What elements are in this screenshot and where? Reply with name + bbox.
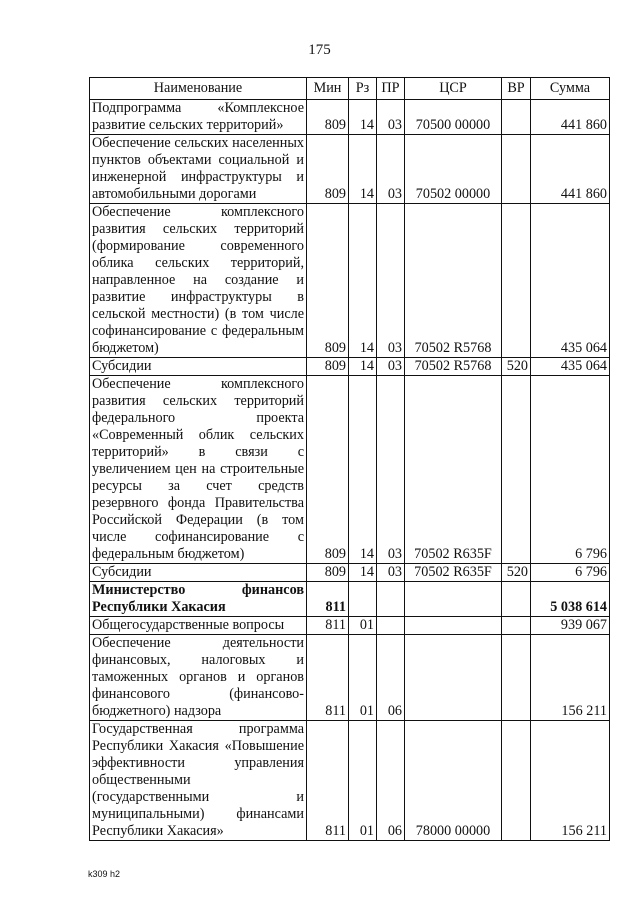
cell-pr: 03 — [377, 358, 405, 376]
cell-min: 809 — [307, 100, 349, 135]
cell-sum: 6 796 — [531, 376, 610, 564]
cell-pr: 03 — [377, 564, 405, 582]
cell-pr: 03 — [377, 204, 405, 358]
cell-sum: 5 038 614 — [531, 582, 610, 617]
cell-sum: 156 211 — [531, 635, 610, 721]
cell-rz: 14 — [349, 564, 377, 582]
header-pr: ПР — [377, 78, 405, 100]
table-row — [90, 100, 610, 135]
cell-name: Государственная программа Республики Хакасия «Повышение эффективности управления общественными (государственными и муниципальными) финансами Республики Хакасия» — [90, 721, 307, 841]
cell-min: 811 — [307, 582, 349, 617]
table-row — [90, 721, 610, 841]
cell-vr — [502, 635, 531, 721]
cell-vr — [502, 135, 531, 204]
header-sum: Сумма — [531, 78, 610, 100]
cell-name: Обеспечение деятельности финансовых, налоговых и таможенных органов и органов финансового (финансово-бюджетного) надзора — [90, 635, 307, 721]
cell-pr — [377, 617, 405, 635]
cell-rz: 14 — [349, 135, 377, 204]
table-body — [90, 100, 610, 841]
cell-pr: 03 — [377, 100, 405, 135]
cell-sum: 6 796 — [531, 564, 610, 582]
cell-name: Подпрограмма «Комплексное развитие сельских территорий» — [90, 100, 307, 135]
cell-csr: 70502 R635F — [405, 564, 502, 582]
cell-rz: 14 — [349, 376, 377, 564]
cell-rz: 14 — [349, 358, 377, 376]
cell-min: 809 — [307, 358, 349, 376]
cell-csr — [405, 617, 502, 635]
cell-csr: 78000 00000 — [405, 721, 502, 841]
cell-vr — [502, 204, 531, 358]
cell-vr — [502, 721, 531, 841]
cell-rz: 01 — [349, 721, 377, 841]
cell-vr — [502, 100, 531, 135]
table-row — [90, 376, 610, 564]
cell-csr: 70502 R635F — [405, 376, 502, 564]
cell-name: Субсидии — [90, 358, 307, 376]
cell-min: 809 — [307, 564, 349, 582]
cell-name: Министерство финансов Республики Хакасия — [90, 582, 307, 617]
table-row — [90, 617, 610, 635]
table-row — [90, 135, 610, 204]
cell-sum: 441 860 — [531, 135, 610, 204]
cell-sum: 435 064 — [531, 358, 610, 376]
header-min: Мин — [307, 78, 349, 100]
cell-vr — [502, 376, 531, 564]
cell-min: 811 — [307, 721, 349, 841]
table-row — [90, 564, 610, 582]
cell-csr: 70502 R5768 — [405, 204, 502, 358]
table-header-row — [90, 78, 610, 100]
table-row — [90, 582, 610, 617]
cell-csr — [405, 635, 502, 721]
budget-table — [89, 77, 610, 841]
table-row — [90, 358, 610, 376]
cell-rz: 01 — [349, 635, 377, 721]
cell-csr — [405, 582, 502, 617]
cell-rz: 01 — [349, 617, 377, 635]
cell-min: 811 — [307, 617, 349, 635]
cell-pr: 03 — [377, 135, 405, 204]
cell-min: 809 — [307, 376, 349, 564]
cell-name: Субсидии — [90, 564, 307, 582]
header-csr: ЦСР — [405, 78, 502, 100]
cell-vr — [502, 617, 531, 635]
cell-name: Обеспечение комплексного развития сельских территорий (формирование современного облика сельских территорий, направленное на создание и развитие инфраструктуры в сельской местности) (в том числе софинансирование с федеральным бюджетом) — [90, 204, 307, 358]
cell-vr — [502, 582, 531, 617]
cell-pr: 06 — [377, 635, 405, 721]
cell-sum: 441 860 — [531, 100, 610, 135]
cell-rz: 14 — [349, 100, 377, 135]
header-vr: ВР — [502, 78, 531, 100]
cell-min: 809 — [307, 135, 349, 204]
cell-name: Общегосударственные вопросы — [90, 617, 307, 635]
cell-pr: 06 — [377, 721, 405, 841]
cell-rz: 14 — [349, 204, 377, 358]
table-row — [90, 635, 610, 721]
cell-csr: 70502 R5768 — [405, 358, 502, 376]
cell-csr: 70500 00000 — [405, 100, 502, 135]
cell-name: Обеспечение комплексного развития сельских территорий федерального проекта «Современный облик сельских территорий» в связи с увеличением цен на строительные ресурсы за счет средств резервного фонда Правительства Российской Федерации (в том числе софинансирование с федеральным бюджетом) — [90, 376, 307, 564]
page-number: 175 — [308, 42, 331, 58]
cell-vr: 520 — [502, 358, 531, 376]
cell-pr: 03 — [377, 376, 405, 564]
cell-rz — [349, 582, 377, 617]
cell-min: 809 — [307, 204, 349, 358]
cell-csr: 70502 00000 — [405, 135, 502, 204]
cell-sum: 435 064 — [531, 204, 610, 358]
cell-min: 811 — [307, 635, 349, 721]
cell-sum: 939 067 — [531, 617, 610, 635]
footer-code: k309 h2 — [88, 869, 121, 879]
table-row — [90, 204, 610, 358]
cell-vr: 520 — [502, 564, 531, 582]
cell-pr — [377, 582, 405, 617]
cell-sum: 156 211 — [531, 721, 610, 841]
cell-name: Обеспечение сельских населенных пунктов объектами социальной и инженерной инфраструктуры и автомобильными дорогами — [90, 135, 307, 204]
header-rz: Рз — [349, 78, 377, 100]
header-name: Наименование — [90, 78, 307, 100]
